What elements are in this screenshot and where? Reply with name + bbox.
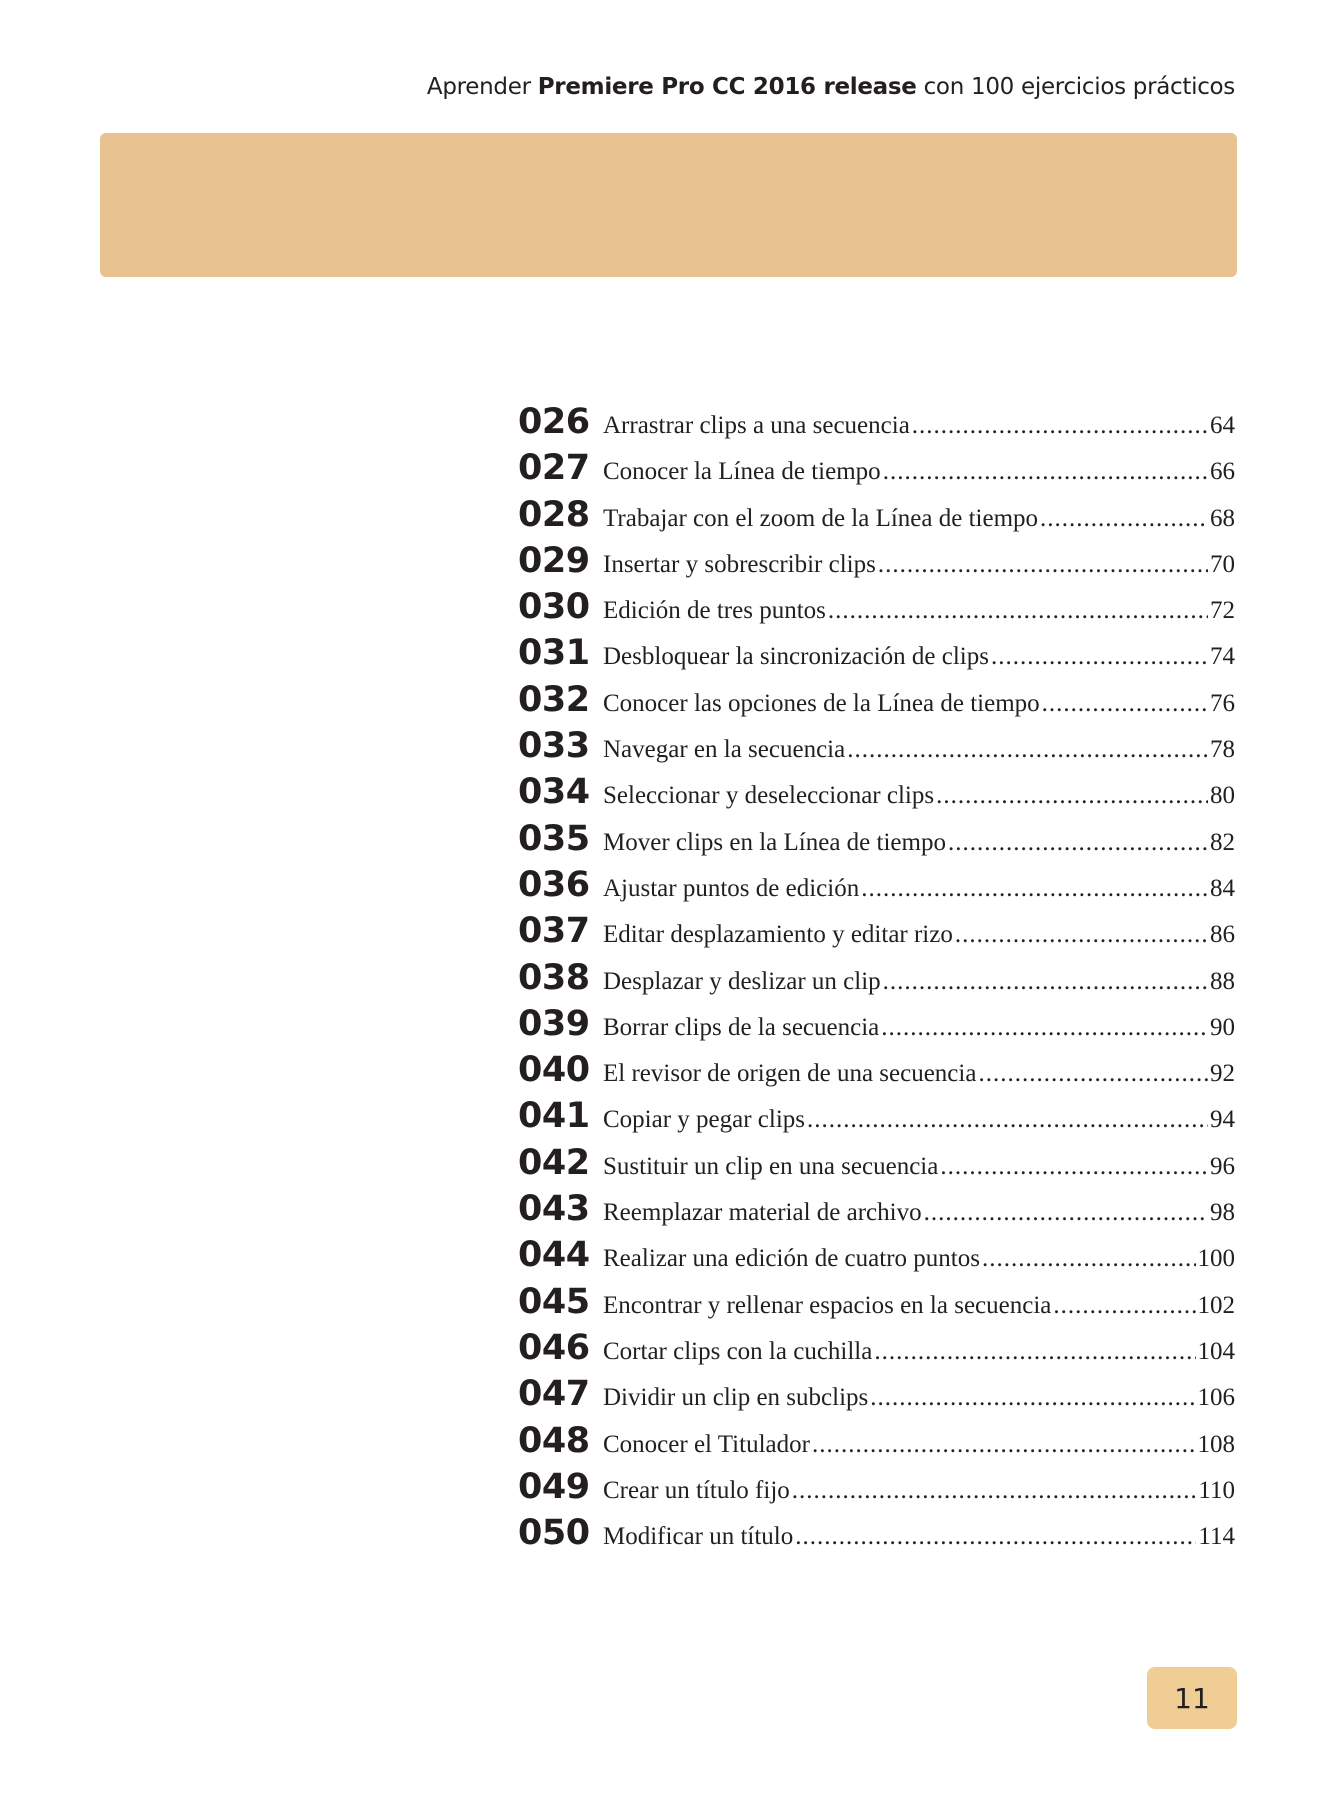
toc-dot-leader	[861, 875, 1208, 903]
toc-entry-page: 108	[1197, 1430, 1235, 1458]
toc-entry-title: Borrar clips de la secuencia	[603, 1013, 880, 1041]
toc-dot-leader	[955, 921, 1208, 949]
toc-entry-title: Conocer el Titulador	[603, 1430, 810, 1458]
toc-entry-page: 100	[1197, 1245, 1235, 1273]
toc-entry-page: 98	[1210, 1199, 1235, 1227]
header-book-title: Premiere Pro CC 2016 release	[537, 74, 917, 100]
toc-entry-page: 82	[1210, 828, 1235, 856]
toc-entry[interactable]	[518, 1374, 1235, 1420]
toc-entry-title: Crear un título fijo	[603, 1476, 790, 1504]
toc-entry-title: Conocer las opciones de la Línea de tiempo	[603, 689, 1040, 717]
toc-dot-leader	[924, 1199, 1208, 1227]
toc-entry-page: 90	[1210, 1013, 1235, 1041]
toc-entry-page: 76	[1210, 689, 1235, 717]
toc-entry[interactable]	[518, 1235, 1235, 1281]
toc-dot-leader	[874, 1338, 1195, 1366]
toc-entry[interactable]	[518, 495, 1235, 541]
toc-entry-number: 027	[518, 448, 590, 489]
toc-entry-page: 84	[1210, 874, 1235, 902]
toc-entry-page: 106	[1197, 1384, 1235, 1412]
toc-entry[interactable]	[518, 865, 1235, 911]
toc-entry-title: Mover clips en la Línea de tiempo	[603, 828, 946, 856]
toc-entry[interactable]	[518, 958, 1235, 1004]
toc-entry[interactable]	[518, 1096, 1235, 1142]
chapter-banner	[100, 133, 1237, 277]
toc-dot-leader	[807, 1106, 1208, 1134]
toc-dot-leader	[940, 1153, 1208, 1181]
toc-entry-title: Reemplazar material de archivo	[603, 1199, 922, 1227]
toc-dot-leader	[792, 1477, 1197, 1505]
toc-entry-page: 88	[1210, 967, 1235, 995]
toc-entry-title: Insertar y sobrescribir clips	[603, 550, 876, 578]
toc-entry[interactable]	[518, 448, 1235, 494]
toc-entry-number: 026	[518, 402, 590, 442]
toc-entry[interactable]	[518, 1513, 1235, 1559]
toc-entry[interactable]	[518, 541, 1235, 587]
toc-entry[interactable]	[518, 1189, 1235, 1235]
toc-entry-number: 038	[518, 957, 590, 998]
toc-entry[interactable]	[518, 1467, 1235, 1513]
toc-entry-title: Ajustar puntos de edición	[603, 874, 860, 902]
toc-entry[interactable]	[518, 1328, 1235, 1374]
toc-entry[interactable]	[518, 1004, 1235, 1050]
toc-entry-page: 64	[1210, 412, 1235, 439]
toc-entry[interactable]	[518, 1050, 1235, 1096]
toc-entry-title: Sustituir un clip en una secuencia	[603, 1152, 939, 1180]
toc-entry-page: 80	[1210, 782, 1235, 810]
table-of-contents	[518, 402, 1235, 1559]
toc-dot-leader	[982, 1245, 1196, 1273]
header-prefix: Aprender	[426, 74, 538, 100]
toc-entry-number: 041	[518, 1096, 590, 1137]
page-number-badge: 11	[1147, 1667, 1237, 1729]
toc-dot-leader	[870, 1384, 1195, 1412]
toc-entry[interactable]	[518, 680, 1235, 726]
toc-entry[interactable]	[518, 819, 1235, 865]
toc-entry-title: El revisor de origen de una secuencia	[603, 1060, 977, 1088]
toc-entry[interactable]	[518, 1421, 1235, 1467]
toc-entry-title: Editar desplazamiento y editar rizo	[603, 921, 953, 949]
toc-dot-leader	[812, 1431, 1196, 1459]
toc-entry-number: 049	[518, 1466, 590, 1507]
toc-entry-page: 110	[1198, 1476, 1235, 1504]
toc-entry-title: Cortar clips con la cuchilla	[603, 1337, 873, 1365]
toc-entry-number: 030	[518, 587, 590, 628]
toc-dot-leader	[978, 1060, 1208, 1088]
toc-dot-leader	[795, 1523, 1196, 1551]
toc-entry-page: 86	[1210, 921, 1235, 949]
toc-entry-page: 70	[1210, 550, 1235, 578]
toc-entry-page: 114	[1198, 1523, 1235, 1551]
toc-entry-number: 047	[518, 1374, 590, 1415]
toc-entry-title: Arrastrar clips a una secuencia	[603, 412, 910, 439]
toc-entry[interactable]	[518, 1143, 1235, 1189]
toc-entry-page: 74	[1210, 643, 1235, 671]
toc-entry-title: Conocer la Línea de tiempo	[603, 458, 881, 486]
toc-entry-number: 045	[518, 1281, 590, 1322]
toc-dot-leader	[991, 643, 1208, 671]
toc-entry-number: 031	[518, 633, 590, 674]
toc-entry[interactable]	[518, 911, 1235, 957]
toc-dot-leader	[936, 782, 1208, 810]
toc-entry-page: 92	[1210, 1060, 1235, 1088]
toc-entry[interactable]	[518, 633, 1235, 679]
toc-entry-number: 040	[518, 1050, 590, 1091]
toc-dot-leader	[828, 597, 1208, 625]
toc-entry-number: 042	[518, 1142, 590, 1183]
toc-entry-number: 046	[518, 1327, 590, 1368]
toc-entry[interactable]	[518, 587, 1235, 633]
toc-dot-leader	[1042, 690, 1208, 718]
toc-entry-page: 78	[1210, 736, 1235, 764]
toc-dot-leader	[1053, 1292, 1195, 1320]
toc-dot-leader	[878, 551, 1208, 579]
toc-entry-number: 039	[518, 1003, 590, 1044]
toc-entry-number: 033	[518, 726, 590, 767]
toc-entry-page: 104	[1197, 1337, 1235, 1365]
running-header	[427, 74, 1235, 100]
toc-entry-page: 94	[1210, 1106, 1235, 1134]
toc-entry-number: 032	[518, 679, 590, 720]
toc-entry-page: 72	[1210, 597, 1235, 625]
toc-entry-title: Modificar un título	[603, 1523, 794, 1551]
toc-entry[interactable]	[518, 772, 1235, 818]
toc-entry-title: Copiar y pegar clips	[603, 1106, 806, 1134]
toc-dot-leader	[948, 829, 1208, 857]
toc-dot-leader	[881, 1014, 1208, 1042]
toc-entry-title: Desbloquear la sincronización de clips	[603, 643, 989, 671]
toc-entry-page: 102	[1197, 1291, 1235, 1319]
toc-entry-number: 050	[518, 1513, 590, 1554]
toc-entry-title: Realizar una edición de cuatro puntos	[603, 1245, 980, 1273]
toc-entry-number: 034	[518, 772, 590, 813]
toc-dot-leader	[883, 968, 1208, 996]
toc-dot-leader	[912, 412, 1208, 440]
toc-entry-page: 96	[1210, 1152, 1235, 1180]
toc-dot-leader	[883, 458, 1208, 486]
toc-dot-leader	[847, 736, 1208, 764]
toc-entry[interactable]	[518, 402, 1235, 448]
toc-entry-title: Edición de tres puntos	[603, 597, 826, 625]
toc-entry-number: 028	[518, 494, 590, 535]
toc-entry-number: 035	[518, 818, 590, 859]
toc-entry-number: 043	[518, 1189, 590, 1230]
toc-entry-page: 68	[1210, 504, 1235, 532]
toc-entry-title: Desplazar y deslizar un clip	[603, 967, 881, 995]
toc-entry-number: 048	[518, 1420, 590, 1461]
toc-entry[interactable]	[518, 1282, 1235, 1328]
toc-entry-title: Encontrar y rellenar espacios en la secuencia	[603, 1291, 1052, 1319]
header-suffix: con 100 ejercicios prácticos	[916, 74, 1235, 100]
toc-entry-title: Dividir un clip en subclips	[603, 1384, 869, 1412]
toc-entry-title: Navegar en la secuencia	[603, 736, 846, 764]
toc-entry-number: 044	[518, 1235, 590, 1276]
toc-dot-leader	[1040, 505, 1208, 533]
toc-entry-title: Seleccionar y deseleccionar clips	[603, 782, 935, 810]
toc-entry-title: Trabajar con el zoom de la Línea de tiempo	[603, 504, 1039, 532]
toc-entry[interactable]	[518, 726, 1235, 772]
toc-entry-number: 036	[518, 864, 590, 905]
toc-entry-number: 029	[518, 540, 590, 581]
toc-entry-number: 037	[518, 911, 590, 952]
toc-entry-page: 66	[1210, 458, 1235, 486]
